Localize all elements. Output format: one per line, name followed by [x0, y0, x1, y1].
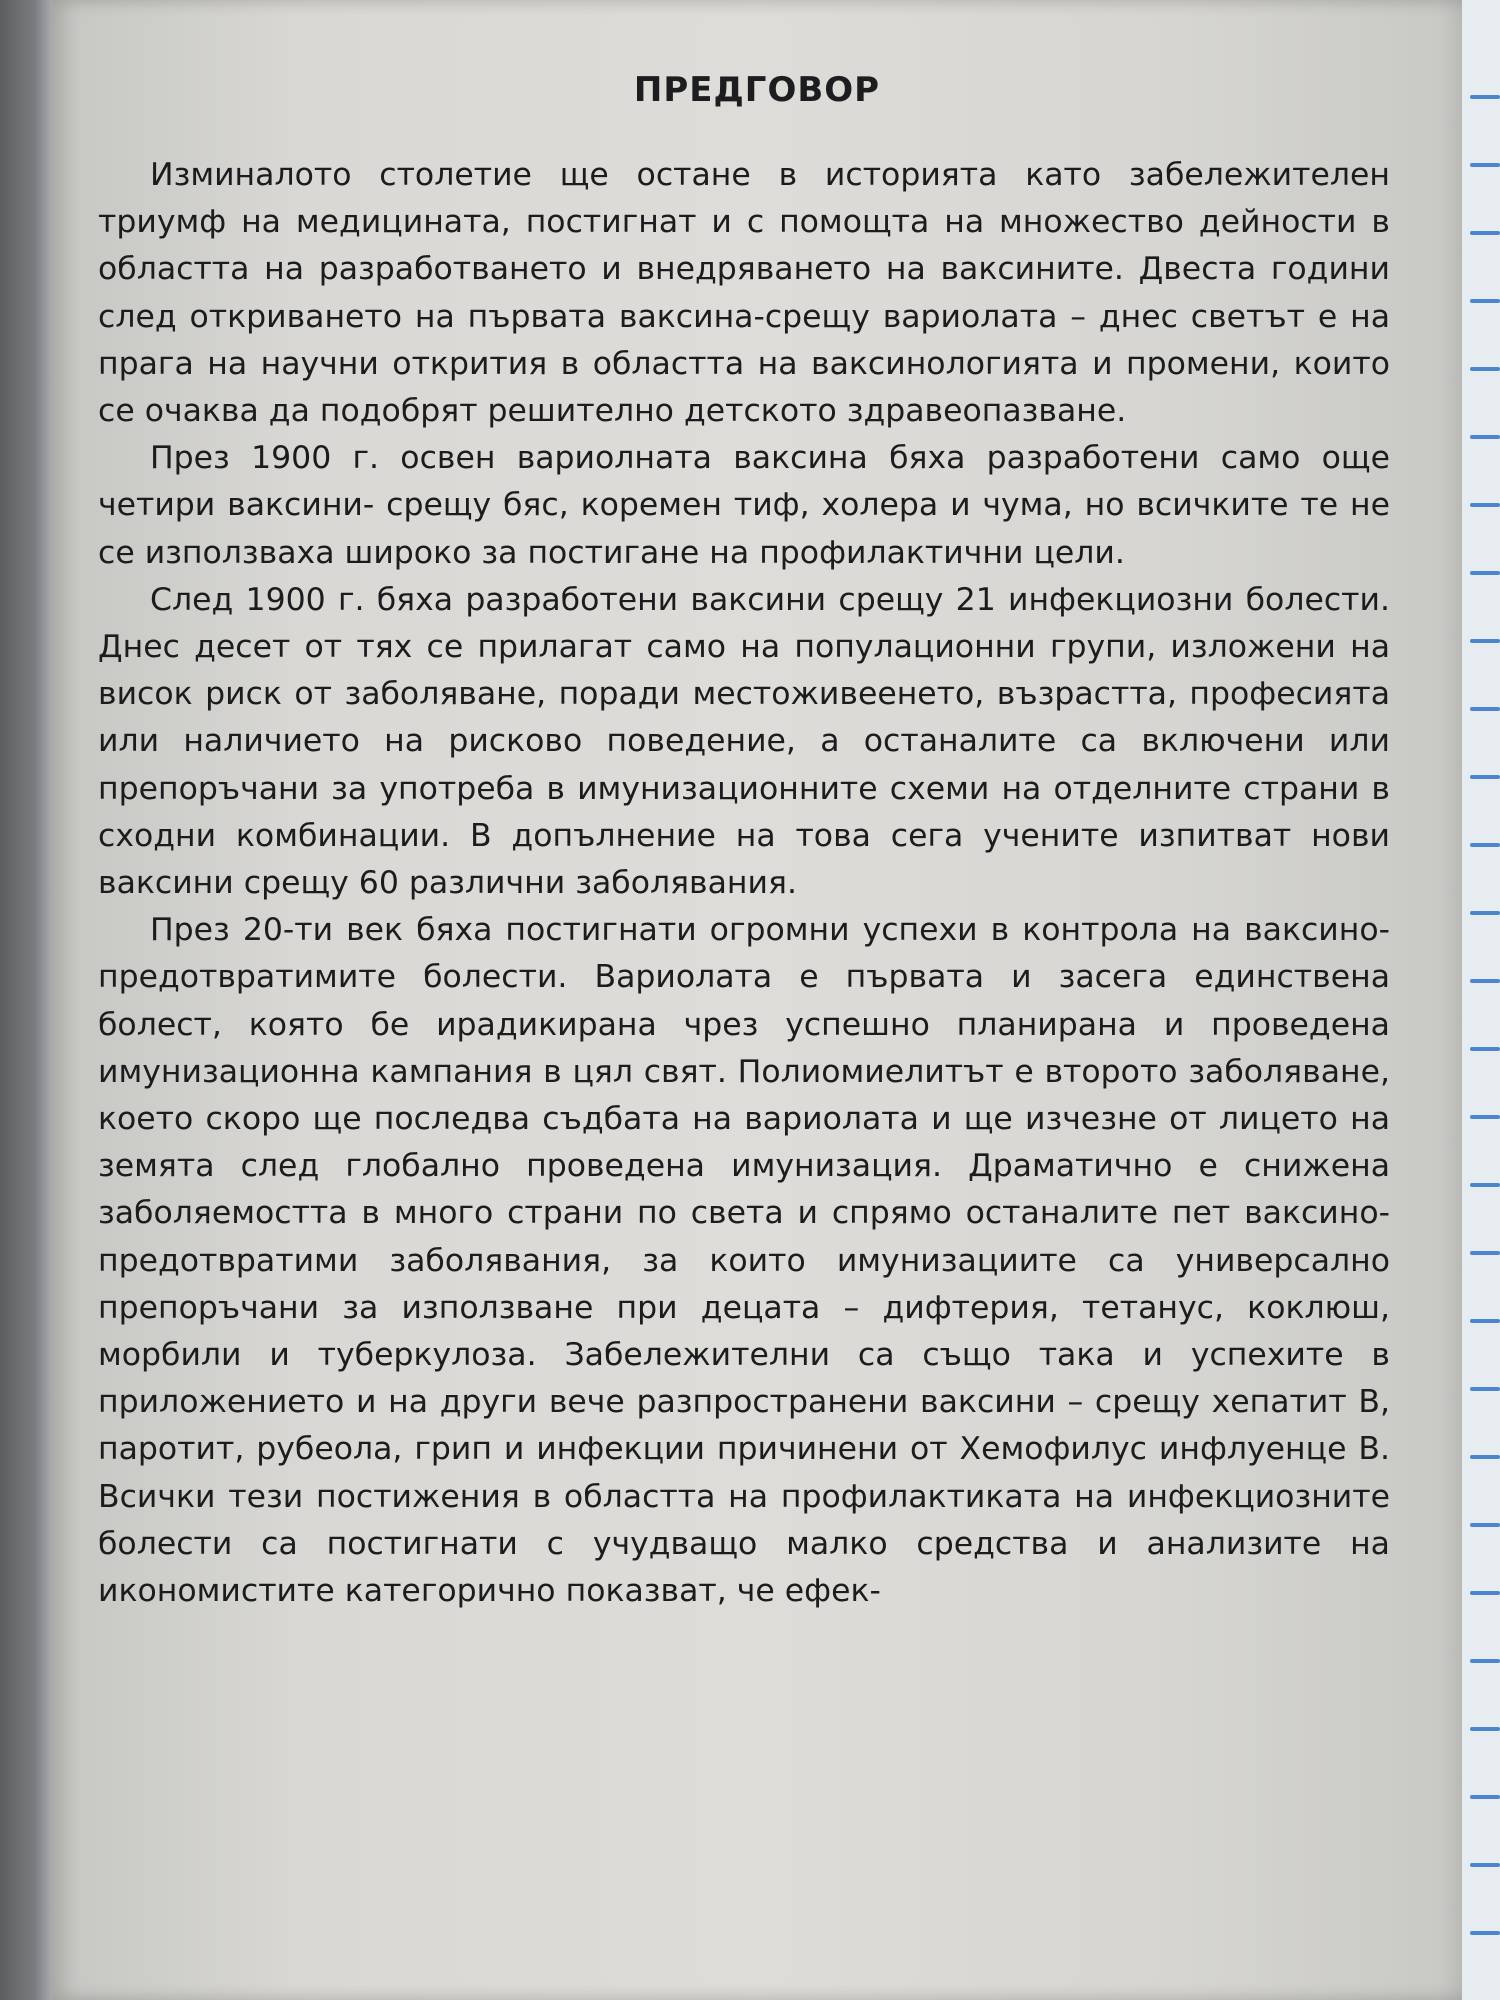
- page-title: ПРЕДГОВОР: [633, 70, 881, 110]
- paragraph-2: През 1900 г. освен вариолната ваксина бяха разработени само още четири ваксини- срещу бяс, коремен тиф, холера и чума, но всичките те не се използваха широко за постигане на профилактични цели.: [98, 440, 1390, 571]
- notebook-rule-line: [1470, 639, 1500, 643]
- notebook-rule-line: [1470, 1251, 1500, 1255]
- notebook-rule-line: [1470, 1115, 1500, 1119]
- body-text: [98, 152, 1390, 1615]
- notebook-rule-line: [1470, 1659, 1500, 1663]
- notebook-rule-line: [1470, 503, 1500, 507]
- notebook-rule-line: [1470, 1591, 1500, 1595]
- paragraph-4: През 20-ти век бяха постигнати огромни успехи в контрола на ваксино-предотвратимите болести. Вариолата е първата и засега единствена болест, която бе ирадикирана чрез успешно планирана и проведена имунизационна кампания в цял свят. Полиомиелитът е второто заболяване, което скоро ще последва съдбата на вариолата и ще изчезне от лицето на земята след глобално проведена имунизация. Драматично е снижена заболяемостта в много страни по света и спрямо останалите пет ваксино-предотвратими заболявания, за които имунизациите са универсално препоръчани за използване при децата – дифтерия, тетанус, коклюш, морбили и туберкулоза. Забележителни са също така и успехите в приложението и на други вече разпространени ваксини – срещу хепатит В, паротит, рубеола, грип и инфекции причинени от Хемофилус инфлуенце В. Всички тези постижения в областта на профилактиката на инфекциозните болести са постигнати с учудващо малко средства и анализите на икономистите категорично показват, че ефек-: [98, 912, 1390, 1610]
- notebook-rule-line: [1470, 1387, 1500, 1391]
- notebook-rule-line: [1470, 95, 1500, 99]
- notebook-rule-line: [1470, 979, 1500, 983]
- paragraph-1: Изминалото столетие ще остане в историята като забележителен триумф на медицината, постигнат и с помощта на множество дейности в областта на разработването и внедряването на ваксините. Двеста години след откриването на първата ваксина-срещу вариолата – днес светът е на прага на научни открития в областта на ваксинологията и промени, които се очаква да подобрят решително детското здравеопазване.: [98, 157, 1390, 430]
- notebook-rule-line: [1470, 1795, 1500, 1799]
- table-surface-left: [0, 0, 58, 2000]
- notebook-rule-line: [1470, 1319, 1500, 1323]
- notebook-rule-line: [1470, 707, 1500, 711]
- notebook-rule-line: [1470, 163, 1500, 167]
- notebook-rule-line: [1470, 367, 1500, 371]
- notebook-rule-line: [1470, 231, 1500, 235]
- notebook-rule-line: [1470, 1727, 1500, 1731]
- notebook-edge-right: [1456, 0, 1500, 2000]
- notebook-rule-line: [1470, 1455, 1500, 1459]
- notebook-rule-line: [1470, 1523, 1500, 1527]
- notebook-rule-line: [1470, 911, 1500, 915]
- notebook-rule-line: [1470, 435, 1500, 439]
- notebook-rule-line: [1470, 1931, 1500, 1935]
- notebook-rule-line: [1470, 775, 1500, 779]
- notebook-rule-line: [1470, 1047, 1500, 1051]
- notebook-rule-line: [1470, 843, 1500, 847]
- book-page: [52, 0, 1462, 2000]
- paragraph-3: След 1900 г. бяха разработени ваксини срещу 21 инфекциозни болести. Днес десет от тях се прилагат само на популационни групи, изложени на висок риск от заболяване, поради местоживеенето, възрастта, професията или наличието на рисково поведение, а останалите са включени или препоръчани за употреба в имунизационните схеми на отделните страни в сходни комбинации. В допълнение на това сега учените изпитват нови ваксини срещу 60 различни заболявания.: [98, 581, 1390, 902]
- notebook-rule-line: [1470, 299, 1500, 303]
- notebook-rule-line: [1470, 1183, 1500, 1187]
- notebook-rule-line: [1470, 571, 1500, 575]
- notebook-rule-line: [1470, 1863, 1500, 1867]
